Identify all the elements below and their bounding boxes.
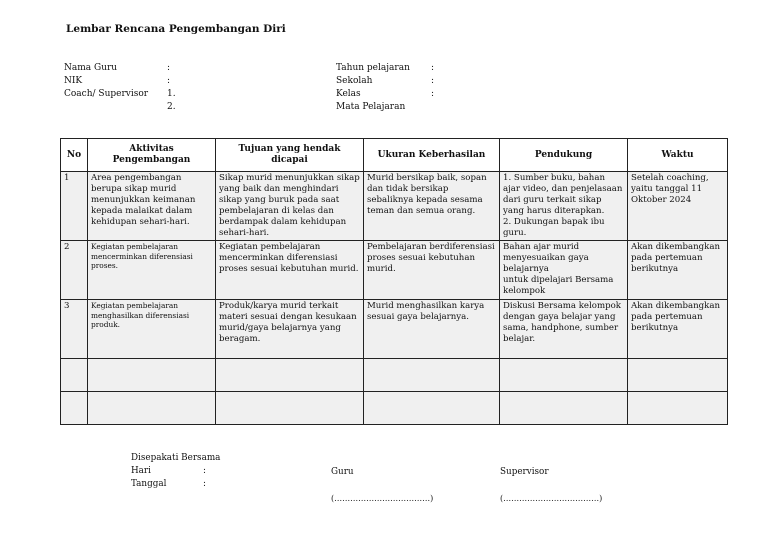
info-row-kelas <box>336 88 441 101</box>
info-row-nik <box>64 75 177 88</box>
cell-empty <box>500 392 628 425</box>
agreement-row-tanggal <box>131 478 220 491</box>
cell-no: 2 <box>61 241 88 300</box>
guru-signature-label: Guru <box>331 467 354 477</box>
header-aktivitas: Aktivitas Pengembangan <box>88 139 216 172</box>
agreement-heading: Disepakati Bersama <box>131 453 221 463</box>
cell-no: 3 <box>61 300 88 359</box>
header-waktu: Waktu <box>628 139 728 172</box>
development-plan-table <box>60 138 728 425</box>
table-row-empty <box>61 392 728 425</box>
school-info <box>336 62 441 114</box>
info-label <box>64 101 167 114</box>
table-row <box>61 172 728 241</box>
info-label: Tahun pelajaran <box>336 63 410 73</box>
cell-empty <box>88 359 216 392</box>
cell-empty <box>500 359 628 392</box>
cell-pendukung: Bahan ajar murid menyesuaikan gaya belajarnya untuk dipelajari Bersama kelompok <box>500 241 628 300</box>
info-row-sekolah <box>336 75 441 88</box>
info-label: Nama Guru <box>64 63 118 73</box>
header-no: No <box>61 139 88 172</box>
table-row-empty <box>61 359 728 392</box>
hari-label: Hari <box>131 466 151 476</box>
info-label: Mata Pelajaran <box>336 102 406 112</box>
cell-pendukung: Diskusi Bersama kelompok dengan gaya belajar yang sama, handphone, sumber belajar. <box>500 300 628 359</box>
header-pendukung: Pendukung <box>500 139 628 172</box>
guru-signature-line: (………………………………) <box>331 494 434 503</box>
cell-ukuran: Pembelajaran berdiferensiasi proses sesuai kebutuhan murid. <box>364 241 500 300</box>
info-colon: : <box>431 89 435 99</box>
info-label: NIK <box>64 76 83 86</box>
supervisor-signature-label: Supervisor <box>500 467 549 477</box>
info-row-coach-1 <box>64 88 177 101</box>
cell-tujuan: Produk/karya murid terkait materi sesuai dengan kesukaan murid/gaya belajarnya yang beragam. <box>216 300 364 359</box>
info-label: Kelas <box>336 89 361 99</box>
table-row <box>61 300 728 359</box>
teacher-info <box>64 62 177 114</box>
cell-empty <box>216 359 364 392</box>
info-label: Coach/ Supervisor <box>64 89 149 99</box>
header-ukuran: Ukuran Keberhasilan <box>364 139 500 172</box>
cell-no: 1 <box>61 172 88 241</box>
cell-waktu: Akan dikembangkan pada pertemuan berikutnya <box>628 300 728 359</box>
cell-empty <box>61 392 88 425</box>
info-colon: : <box>431 63 435 73</box>
info-label: Sekolah <box>336 76 373 86</box>
info-row-nama-guru <box>64 62 177 75</box>
info-value: 1. <box>167 89 176 99</box>
document-title: Lembar Rencana Pengembangan Diri <box>66 23 286 35</box>
cell-waktu: Setelah coaching, yaitu tanggal 11 Oktober 2024 <box>628 172 728 241</box>
tanggal-colon: : <box>203 479 206 489</box>
supervisor-signature-line: (………………………………) <box>500 494 603 503</box>
table-row <box>61 241 728 300</box>
cell-aktivitas: Kegiatan pembelajaran mencerminkan diferensiasi proses. <box>88 241 216 300</box>
cell-pendukung: 1. Sumber buku, bahan ajar video, dan penjelasaan dari guru terkait sikap yang harus diterapkan. 2. Dukungan bapak ibu guru. <box>500 172 628 241</box>
table-header-row <box>61 139 728 172</box>
agreement-row-hari <box>131 465 220 478</box>
cell-ukuran: Murid bersikap baik, sopan dan tidak bersikap sebaliknya kepada sesama teman dan semua orang. <box>364 172 500 241</box>
info-value: 2. <box>167 102 176 112</box>
cell-empty <box>628 392 728 425</box>
header-tujuan: Tujuan yang hendak dicapai <box>216 139 364 172</box>
agreement-block <box>131 452 220 491</box>
info-row-tahun-pelajaran <box>336 62 441 75</box>
cell-empty <box>88 392 216 425</box>
cell-waktu: Akan dikembangkan pada pertemuan berikutnya <box>628 241 728 300</box>
cell-empty <box>61 359 88 392</box>
info-colon: : <box>167 76 171 86</box>
cell-empty <box>216 392 364 425</box>
cell-tujuan: Kegiatan pembelajaran mencerminkan diferensiasi proses sesuai kebutuhan murid. <box>216 241 364 300</box>
hari-colon: : <box>203 466 206 476</box>
cell-empty <box>364 359 500 392</box>
cell-tujuan: Sikap murid menunjukkan sikap yang baik dan menghindari sikap yang buruk pada saat pembelajaran di kelas dan berdampak dalam kehidupan sehari-hari. <box>216 172 364 241</box>
info-colon: : <box>167 63 171 73</box>
cell-ukuran: Murid menghasilkan karya sesuai gaya belajarnya. <box>364 300 500 359</box>
tanggal-label: Tanggal <box>131 479 167 489</box>
info-row-mata-pelajaran <box>336 101 441 114</box>
info-colon: : <box>431 76 435 86</box>
info-row-coach-2 <box>64 101 177 114</box>
cell-aktivitas: Kegiatan pembelajaran menghasilkan diferensiasi produk. <box>88 300 216 359</box>
cell-empty <box>628 359 728 392</box>
cell-aktivitas: Area pengembangan berupa sikap murid menunjukkan keimanan kepada malaikat dalam kehidupan sehari-hari. <box>88 172 216 241</box>
cell-empty <box>364 392 500 425</box>
